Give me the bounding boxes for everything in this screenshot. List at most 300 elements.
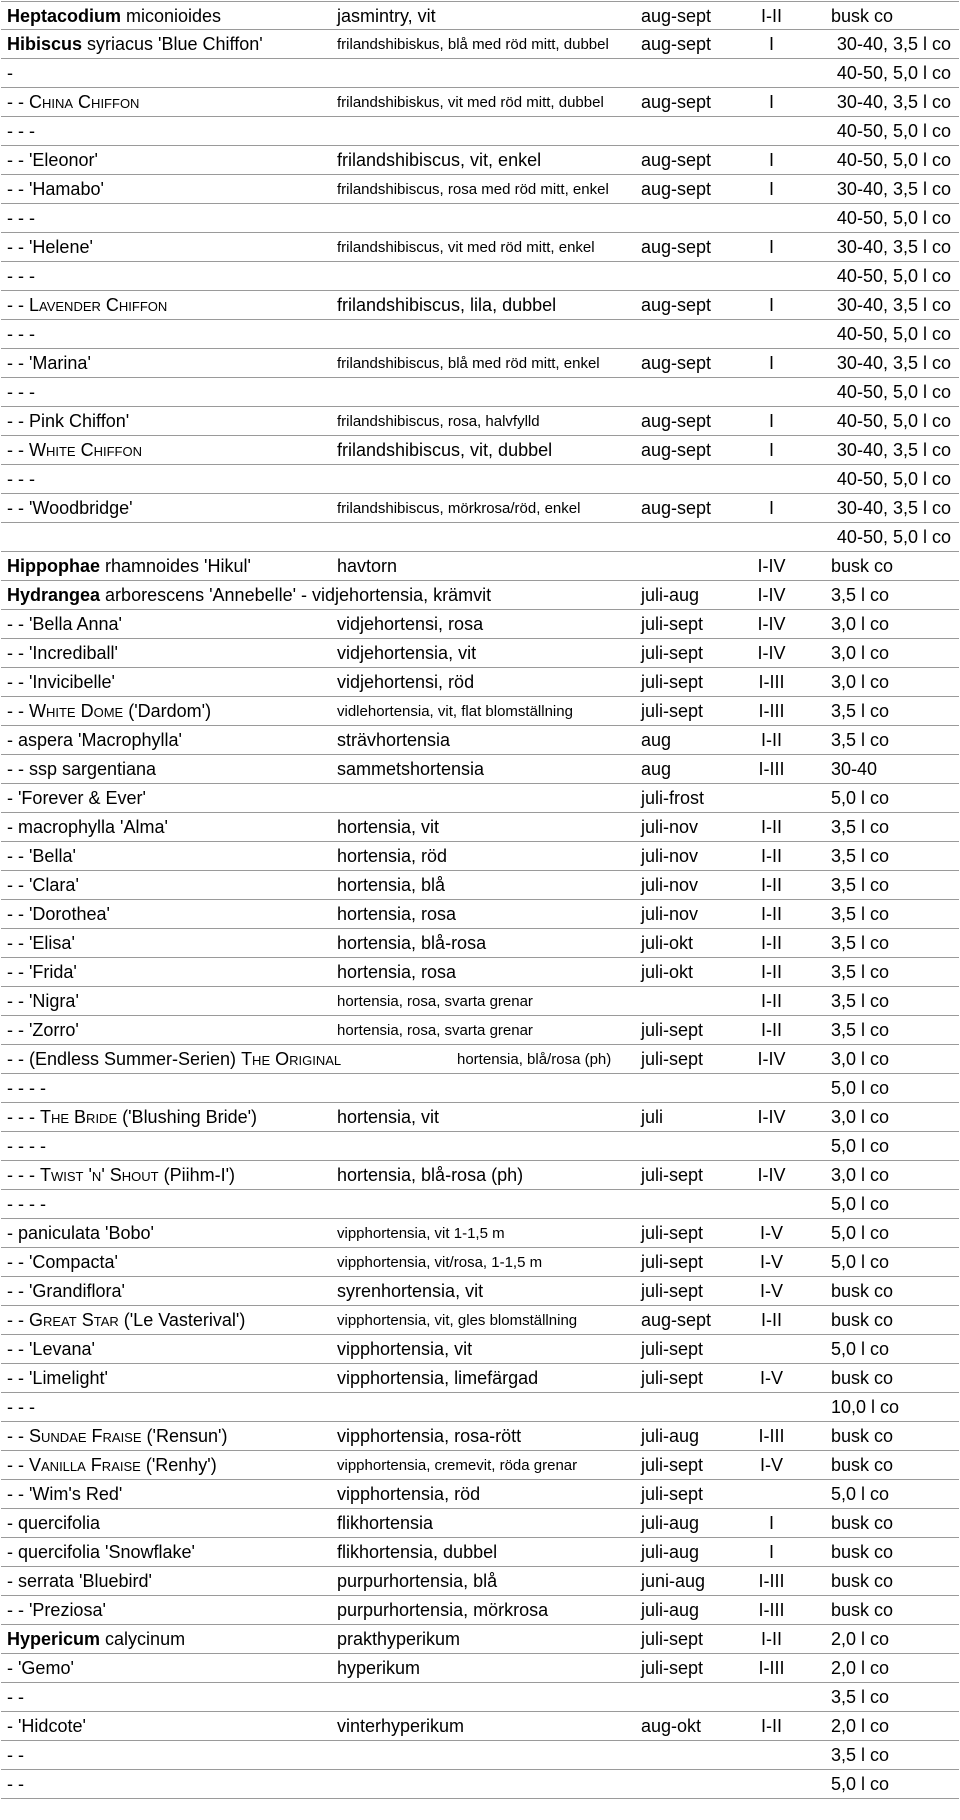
plant-name [7, 1509, 100, 1538]
trade-name: China Chiffon [29, 92, 140, 112]
plant-description: hortensia, blå/rosa (ph) [457, 1051, 612, 1068]
plant-description: vidjehortensia, vit [337, 643, 477, 663]
bloom-period: aug-sept [641, 237, 712, 257]
bloom-period: aug-sept [641, 6, 712, 26]
name-text: - serrata 'Bluebird' [7, 1571, 152, 1591]
list-row [1, 262, 959, 291]
plant-name [7, 2, 221, 31]
name-text: arborescens 'Annebelle' - vidjehortensia, krämvit [100, 585, 492, 605]
list-row [1, 204, 959, 233]
genus-name: Heptacodium [7, 6, 122, 26]
size-container: 5,0 l co [831, 788, 890, 808]
bloom-period: juni-aug [641, 1571, 706, 1591]
plant-name [7, 1480, 122, 1509]
size-container: busk co [831, 1455, 894, 1475]
plant-description: hortensia, blå-rosa (ph) [337, 1165, 524, 1185]
plant-name [7, 813, 168, 842]
plant-name [7, 1248, 118, 1277]
list-row [1, 1393, 959, 1422]
size-container: 40-50, 5,0 l co [836, 63, 951, 83]
hardiness-zone: I-II [761, 904, 782, 924]
name-text: - - [7, 295, 29, 315]
name-text: - - 'Grandiflora' [7, 1281, 125, 1301]
list-row [1, 697, 959, 726]
plant-description: hortensia, vit [337, 817, 440, 837]
plant-name [7, 958, 77, 987]
list-row [1, 436, 959, 465]
plant-description: vipphortensia, vit, gles blomställning [337, 1312, 578, 1329]
name-text: - - [7, 1426, 29, 1446]
name-text: - - [7, 440, 29, 460]
size-container: 3,5 l co [831, 730, 890, 750]
name-text: - aspera 'Macrophylla' [7, 730, 182, 750]
plant-name [7, 320, 35, 349]
bloom-period: juli-sept [641, 1455, 704, 1475]
name-text: ('Blushing Bride') [117, 1107, 258, 1127]
trade-name: White Dome [29, 701, 124, 721]
hardiness-zone: I-II [761, 817, 782, 837]
hardiness-zone: I-II [761, 962, 782, 982]
plant-price-list [1, 1, 959, 1799]
plant-name [7, 842, 76, 871]
name-text: - - - - [7, 1136, 46, 1156]
hardiness-zone: I-II [761, 933, 782, 953]
plant-name [7, 349, 91, 378]
bloom-period: juli [641, 1107, 664, 1127]
hardiness-zone: I-V [759, 1252, 783, 1272]
bloom-period: juli-sept [641, 1484, 704, 1504]
hardiness-zone: I-II [761, 875, 782, 895]
size-container: 40-50, 5,0 l co [836, 469, 951, 489]
hardiness-zone: I-V [759, 1223, 783, 1243]
bloom-period: juli-okt [641, 933, 694, 953]
bloom-period: aug-sept [641, 295, 712, 315]
name-text: - paniculata 'Bobo' [7, 1223, 154, 1243]
name-text: - - 'Nigra' [7, 991, 79, 1011]
plant-description: vipphortensia, röd [337, 1484, 481, 1504]
plant-description: syrenhortensia, vit [337, 1281, 484, 1301]
list-row [1, 1132, 959, 1161]
list-row [1, 871, 959, 900]
list-row [1, 668, 959, 697]
plant-description: frilandshibiscus, vit, enkel [337, 150, 542, 170]
name-text: - - 'Hamabo' [7, 179, 104, 199]
name-text: - - - [7, 469, 35, 489]
size-container: 3,5 l co [831, 991, 890, 1011]
plant-description: hortensia, rosa, svarta grenar [337, 993, 533, 1010]
bloom-period: juli-sept [641, 1049, 704, 1069]
plant-description: frilandshibiscus, mörkrosa/röd, enkel [337, 500, 581, 517]
hardiness-zone: I-II [761, 1629, 782, 1649]
list-row [1, 1045, 959, 1074]
hardiness-zone: I [768, 34, 774, 54]
plant-name [7, 494, 133, 523]
plant-description: frilandshibiscus, lila, dubbel [337, 295, 557, 315]
bloom-period: juli-nov [641, 817, 699, 837]
hardiness-zone: I-II [761, 6, 782, 26]
size-container: busk co [831, 1600, 894, 1620]
plant-description: vipphortensia, vit/rosa, 1-1,5 m [337, 1254, 543, 1271]
size-container: 40-50, 5,0 l co [836, 208, 951, 228]
list-row [1, 610, 959, 639]
list-row [1, 117, 959, 146]
hardiness-zone: I [768, 498, 774, 518]
plant-name [7, 204, 35, 233]
plant-description: hyperikum [337, 1658, 421, 1678]
trade-name: Sundae Fraise [29, 1426, 142, 1446]
plant-name [7, 668, 115, 697]
plant-name [7, 146, 98, 175]
list-row [1, 1364, 959, 1393]
list-row [1, 291, 959, 320]
size-container: 3,0 l co [831, 614, 890, 634]
plant-name [7, 1712, 86, 1741]
hardiness-zone: I [768, 411, 774, 431]
plant-name [7, 1074, 46, 1103]
hardiness-zone: I-IV [757, 1049, 786, 1069]
size-container: 5,0 l co [831, 1484, 890, 1504]
plant-name [7, 30, 263, 59]
bloom-period: juli-aug [641, 1513, 700, 1533]
bloom-period: aug-sept [641, 353, 712, 373]
list-row [1, 1190, 959, 1219]
plant-name [7, 639, 118, 668]
plant-description: purpurhortensia, mörkrosa [337, 1600, 549, 1620]
bloom-period: aug-sept [641, 411, 712, 431]
plant-name [7, 1422, 227, 1451]
name-text: - macrophylla 'Alma' [7, 817, 168, 837]
plant-name [7, 1538, 195, 1567]
plant-description: vinterhyperikum [337, 1716, 465, 1736]
plant-name [7, 1335, 95, 1364]
name-text: - - - [7, 1397, 35, 1417]
plant-name [7, 1770, 24, 1799]
plant-name [7, 1277, 125, 1306]
size-container: 3,5 l co [831, 1687, 890, 1707]
bloom-period: juli-sept [641, 1368, 704, 1388]
list-row [1, 146, 959, 175]
plant-description: havtorn [337, 556, 398, 576]
hardiness-zone: I [768, 179, 774, 199]
bloom-period: aug-sept [641, 150, 712, 170]
size-container: 40-50, 5,0 l co [836, 382, 951, 402]
name-text: - - 'Zorro' [7, 1020, 79, 1040]
name-text: - quercifolia [7, 1513, 101, 1533]
plant-name [7, 987, 79, 1016]
name-text: - - 'Invicibelle' [7, 672, 115, 692]
list-row [1, 1712, 959, 1741]
size-container: 30-40, 3,5 l co [836, 498, 951, 518]
list-row [1, 494, 959, 523]
bloom-period: juli-nov [641, 904, 699, 924]
genus-name: Hibiscus [7, 34, 83, 54]
name-text: - - [7, 92, 29, 112]
name-text: - - - - [7, 1078, 46, 1098]
plant-description: frilandshibiscus, blå med röd mitt, enkel [337, 355, 600, 372]
bloom-period: juli-sept [641, 643, 704, 663]
hardiness-zone: I-III [758, 1426, 785, 1446]
plant-description: frilandshibiscus, rosa, halvfylld [337, 413, 540, 430]
name-text: ('Renhy') [140, 1455, 217, 1475]
list-row [1, 784, 959, 813]
bloom-period: juli-nov [641, 846, 699, 866]
plant-name [7, 1190, 46, 1219]
plant-name [7, 1625, 185, 1654]
list-row [1, 813, 959, 842]
bloom-period: juli-okt [641, 962, 694, 982]
size-container: busk co [831, 1310, 894, 1330]
list-row [1, 639, 959, 668]
hardiness-zone: I-III [758, 1600, 785, 1620]
bloom-period: juli-sept [641, 1281, 704, 1301]
list-row [1, 1683, 959, 1712]
plant-name [7, 1219, 154, 1248]
plant-description: frilandshibiscus, rosa med röd mitt, enkel [337, 181, 609, 198]
name-text: - - ssp sargentiana [7, 759, 157, 779]
hardiness-zone: I-II [761, 730, 782, 750]
plant-name [7, 1306, 245, 1335]
hardiness-zone: I-IV [757, 556, 786, 576]
hardiness-zone: I-IV [757, 614, 786, 634]
size-container: 3,5 l co [831, 846, 890, 866]
hardiness-zone: I-II [761, 1020, 782, 1040]
name-text: - - [7, 1455, 29, 1475]
list-row [1, 1625, 959, 1654]
plant-name [7, 1567, 152, 1596]
hardiness-zone: I [768, 1542, 774, 1562]
name-text: - - 'Clara' [7, 875, 79, 895]
trade-name: Twist 'n' Shout [40, 1165, 159, 1185]
name-text: ('Le Vasterival') [118, 1310, 246, 1330]
size-container: 2,0 l co [831, 1629, 890, 1649]
bloom-period: aug [641, 730, 672, 750]
plant-name [7, 552, 251, 581]
name-text: - - 'Levana' [7, 1339, 95, 1359]
name-text: (Piihm-I') [158, 1165, 236, 1185]
plant-name [7, 1132, 46, 1161]
size-container: 5,0 l co [831, 1223, 890, 1243]
list-row [1, 1770, 959, 1799]
name-text: - - 'Limelight' [7, 1368, 108, 1388]
size-container: 3,5 l co [831, 962, 890, 982]
list-row [1, 900, 959, 929]
name-text: - 'Hidcote' [7, 1716, 86, 1736]
plant-name [7, 784, 146, 813]
plant-description: hortensia, blå [337, 875, 446, 895]
plant-description: hortensia, rosa, svarta grenar [337, 1022, 533, 1039]
hardiness-zone: I-III [758, 759, 785, 779]
list-row [1, 929, 959, 958]
name-text: - - (Endless Summer-Serien) [7, 1049, 242, 1069]
hardiness-zone: I-III [758, 1658, 785, 1678]
name-text: - - - - [7, 1194, 46, 1214]
size-container: busk co [831, 556, 894, 576]
hardiness-zone: I [768, 1513, 774, 1533]
list-row [1, 1480, 959, 1509]
hardiness-zone: I-IV [757, 1165, 786, 1185]
name-text: - - [7, 1687, 24, 1707]
list-row [1, 1567, 959, 1596]
list-row [1, 1277, 959, 1306]
bloom-period: aug [641, 759, 672, 779]
trade-name: Vanilla Fraise [29, 1455, 141, 1475]
name-text: ('Dardom') [123, 701, 212, 721]
list-row [1, 1, 959, 30]
list-row [1, 1654, 959, 1683]
bloom-period: juli-aug [641, 585, 700, 605]
plant-description: purpurhortensia, blå [337, 1571, 498, 1591]
list-row [1, 1596, 959, 1625]
name-text: - - 'Elisa' [7, 933, 75, 953]
size-container: 30-40 [831, 759, 878, 779]
name-text: - - 'Preziosa' [7, 1600, 106, 1620]
name-text: - - - [7, 208, 35, 228]
list-row [1, 1161, 959, 1190]
size-container: busk co [831, 1571, 894, 1591]
plant-name [7, 1393, 35, 1422]
size-container: 30-40, 3,5 l co [836, 440, 951, 460]
hardiness-zone: I [768, 92, 774, 112]
list-row [1, 755, 959, 784]
plant-description: hortensia, rosa [337, 904, 457, 924]
plant-description: frilandshibiscus, vit med röd mitt, enkel [337, 239, 595, 256]
plant-name [7, 900, 110, 929]
size-container: 3,5 l co [831, 585, 890, 605]
name-text: calycinum [100, 1629, 186, 1649]
trade-name: The Bride [40, 1107, 118, 1127]
bloom-period: juli-sept [641, 1658, 704, 1678]
bloom-period: juli-sept [641, 614, 704, 634]
plant-name [7, 1683, 24, 1712]
plant-description: hortensia, röd [337, 846, 448, 866]
plant-description: prakthyperikum [337, 1629, 461, 1649]
list-row [1, 1306, 959, 1335]
size-container: 5,0 l co [831, 1136, 890, 1156]
plant-description: vidlehortensia, vit, flat blomställning [337, 703, 573, 720]
size-container: 10,0 l co [831, 1397, 900, 1417]
plant-name [7, 1451, 217, 1480]
list-row [1, 59, 959, 88]
hardiness-zone: I-IV [757, 585, 786, 605]
list-row [1, 726, 959, 755]
bloom-period: aug-sept [641, 34, 712, 54]
plant-description: frilandshibiskus, blå med röd mitt, dubbel [337, 36, 609, 53]
plant-name [7, 88, 139, 117]
list-row [1, 1335, 959, 1364]
hardiness-zone: I [768, 353, 774, 373]
bloom-period: juli-aug [641, 1600, 700, 1620]
plant-description: flikhortensia, dubbel [337, 1542, 498, 1562]
plant-name [7, 610, 122, 639]
name-text: - [7, 63, 13, 83]
size-container: 3,5 l co [831, 904, 890, 924]
plant-name [7, 697, 211, 726]
size-container: 5,0 l co [831, 1194, 890, 1214]
size-container: 3,0 l co [831, 643, 890, 663]
size-container: 30-40, 3,5 l co [836, 34, 951, 54]
list-row [1, 349, 959, 378]
list-row [1, 407, 959, 436]
bloom-period: juli-sept [641, 1339, 704, 1359]
bloom-period: juli-sept [641, 1629, 704, 1649]
size-container: 3,0 l co [831, 1049, 890, 1069]
size-container: busk co [831, 6, 894, 26]
name-text: - - Pink Chiffon' [7, 411, 130, 431]
hardiness-zone: I-V [759, 1368, 783, 1388]
trade-name: The Original [241, 1049, 342, 1069]
size-container: 40-50, 5,0 l co [836, 324, 951, 344]
name-text: - - 'Frida' [7, 962, 77, 982]
list-row [1, 581, 959, 610]
plant-name [7, 1364, 108, 1393]
list-row [1, 1741, 959, 1770]
plant-name [7, 1016, 79, 1045]
hardiness-zone: I-V [759, 1281, 783, 1301]
plant-name [7, 291, 167, 320]
list-row [1, 175, 959, 204]
bloom-period: juli-aug [641, 1542, 700, 1562]
genus-name: Hypericum [7, 1629, 101, 1649]
bloom-period: juli-nov [641, 875, 699, 895]
plant-name [7, 378, 35, 407]
hardiness-zone: I-II [761, 1310, 782, 1330]
trade-name: Lavender Chiffon [29, 295, 168, 315]
plant-description: frilandshibiscus, vit, dubbel [337, 440, 553, 460]
list-row [1, 465, 959, 494]
plant-description: hortensia, blå-rosa [337, 933, 487, 953]
plant-name [7, 1161, 235, 1190]
size-container: 3,5 l co [831, 817, 890, 837]
list-row [1, 320, 959, 349]
name-text: rhamnoides 'Hikul' [100, 556, 251, 576]
plant-description: flikhortensia [337, 1513, 434, 1533]
plant-name [7, 871, 79, 900]
name-text: - - 'Compacta' [7, 1252, 118, 1272]
name-text: miconioides [121, 6, 222, 26]
hardiness-zone: I [768, 237, 774, 257]
name-text: - - 'Bella' [7, 846, 76, 866]
genus-name: Hydrangea [7, 585, 101, 605]
list-row [1, 233, 959, 262]
hardiness-zone: I-III [758, 1571, 785, 1591]
size-container: 30-40, 3,5 l co [836, 237, 951, 257]
plant-name [7, 1103, 257, 1132]
size-container: 3,5 l co [831, 933, 890, 953]
size-container: 30-40, 3,5 l co [836, 295, 951, 315]
bloom-period: aug-okt [641, 1716, 702, 1736]
plant-name [7, 1596, 106, 1625]
size-container: busk co [831, 1368, 894, 1388]
plant-name [7, 233, 93, 262]
size-container: 3,5 l co [831, 701, 890, 721]
name-text: - - - [7, 266, 35, 286]
list-row [1, 1422, 959, 1451]
hardiness-zone: I [768, 295, 774, 315]
size-container: 30-40, 3,5 l co [836, 179, 951, 199]
list-row [1, 1219, 959, 1248]
bloom-period: aug-sept [641, 92, 712, 112]
list-row [1, 842, 959, 871]
name-text: - quercifolia 'Snowflake' [7, 1542, 195, 1562]
name-text: - - [7, 1310, 29, 1330]
plant-description: sammetshortensia [337, 759, 485, 779]
hardiness-zone: I-II [761, 1716, 782, 1736]
size-container: 3,5 l co [831, 1745, 890, 1765]
size-container: 40-50, 5,0 l co [836, 266, 951, 286]
size-container: 3,0 l co [831, 672, 890, 692]
name-text: - - - [7, 1165, 40, 1185]
bloom-period: juli-aug [641, 1426, 700, 1446]
